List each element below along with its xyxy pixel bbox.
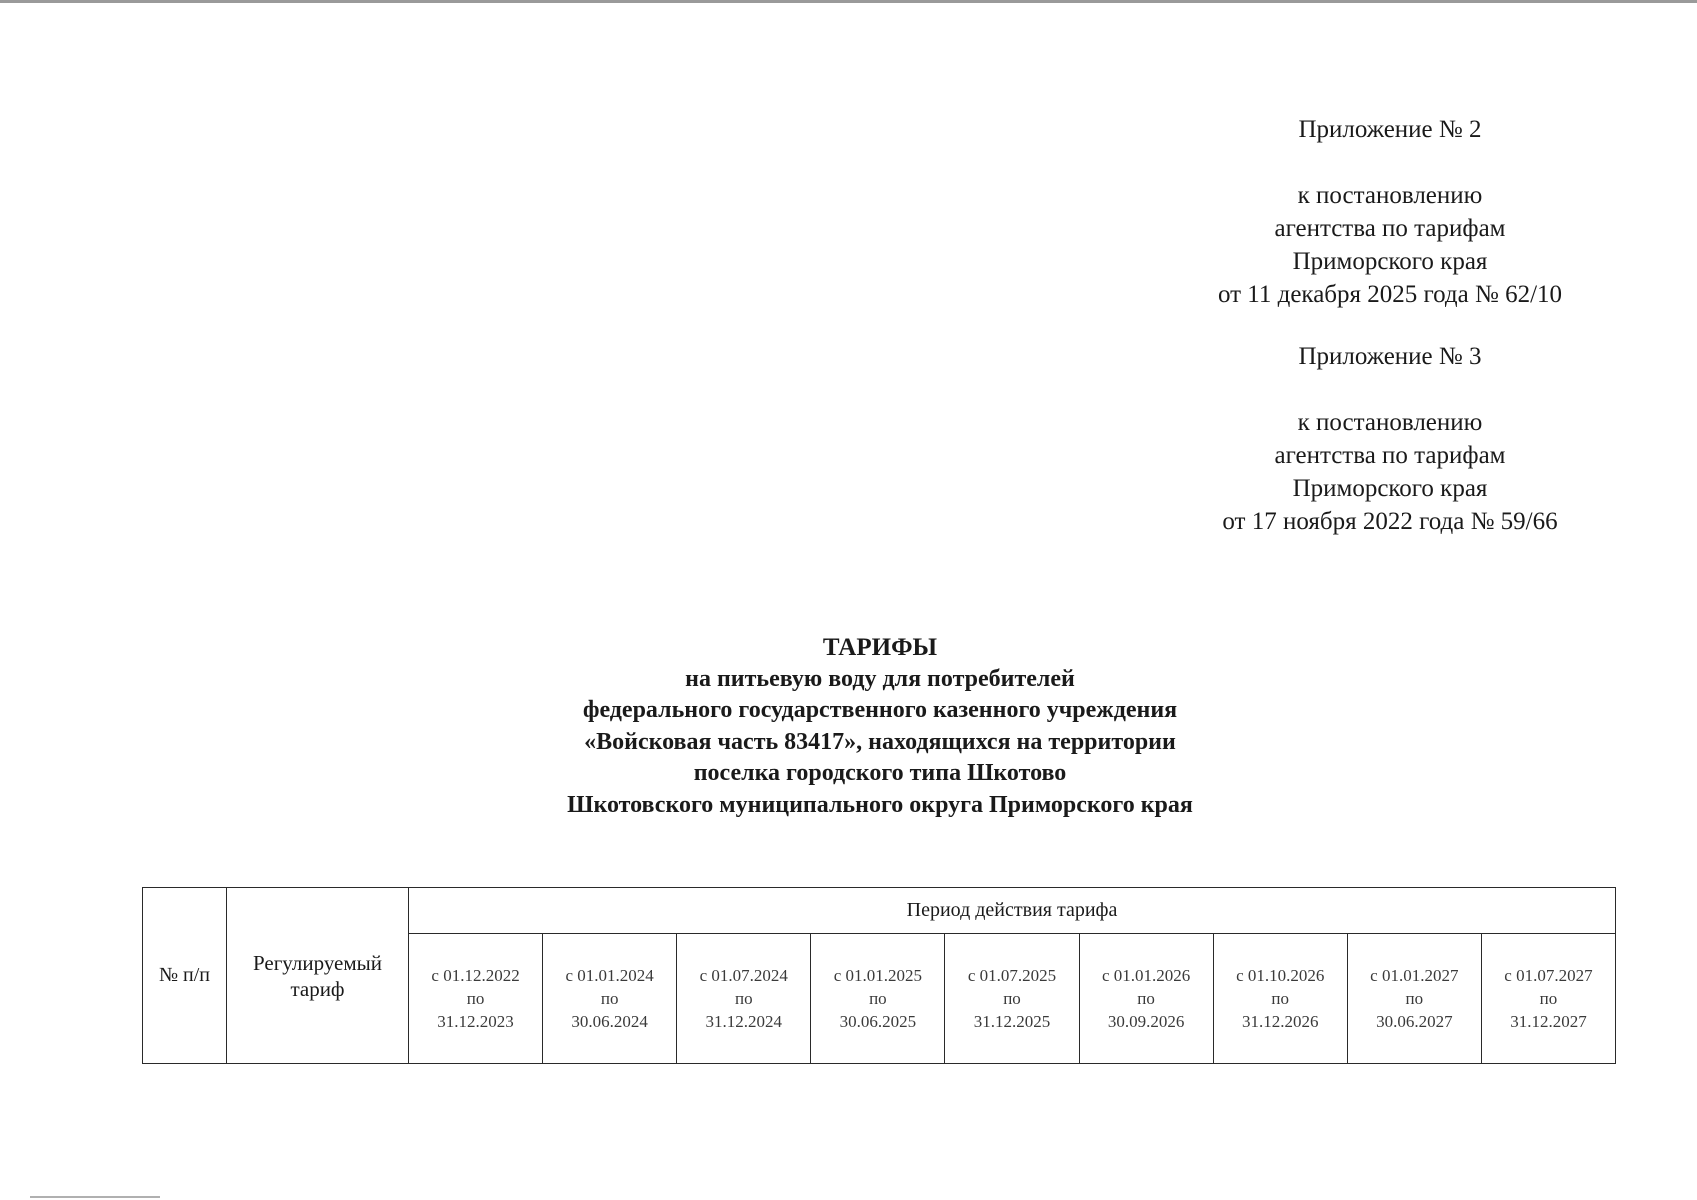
appendix-3-line: агентства по тарифам — [1274, 442, 1506, 469]
period-to: 31.12.2026 — [1241, 1012, 1319, 1031]
appendix-2-line: от 11 декабря 2025 года № 62/10 — [1217, 281, 1563, 308]
period-cell — [1347, 934, 1481, 1064]
period-from: с 01.07.2027 — [1504, 966, 1593, 985]
appendix-2-line: Приморского края — [1292, 248, 1488, 275]
appendix-3-block — [1180, 340, 1600, 538]
period-to: 30.06.2027 — [1376, 1012, 1453, 1031]
period-to: 31.12.2025 — [973, 1012, 1051, 1031]
period-by: по — [1003, 989, 1021, 1008]
period-from: с 01.07.2024 — [699, 966, 788, 985]
heading-line: на питьевую воду для потребителей — [685, 665, 1075, 692]
period-from: с 01.01.2026 — [1101, 966, 1191, 985]
document-heading — [360, 632, 1400, 821]
period-by: по — [466, 989, 485, 1008]
period-from: с 01.01.2027 — [1370, 966, 1459, 985]
appendix-3-line: Приморского края — [1292, 475, 1488, 502]
scan-bottom-mark — [30, 1196, 160, 1198]
period-to: 30.09.2026 — [1107, 1012, 1185, 1031]
period-cell — [409, 934, 543, 1064]
heading-line: Шкотовского муниципального округа Приморского края — [567, 791, 1193, 818]
period-cell — [543, 934, 677, 1064]
period-to: 30.06.2025 — [839, 1012, 917, 1031]
appendix-2-line: к постановлению — [1297, 182, 1483, 209]
period-cell — [811, 934, 945, 1064]
col-header-period: Период действия тарифа — [409, 888, 1616, 934]
col-header-number: № п/п — [143, 888, 227, 1064]
spacer — [1180, 146, 1600, 179]
scan-top-edge — [0, 0, 1697, 3]
period-cell — [945, 934, 1079, 1064]
period-by: по — [1539, 989, 1558, 1008]
heading-line: «Войсковая часть 83417», находящихся на территории — [584, 728, 1176, 755]
appendix-2-title: Приложение № 2 — [1298, 116, 1482, 143]
period-from: с 01.07.2025 — [967, 966, 1057, 985]
period-by: по — [600, 989, 619, 1008]
document-title: ТАРИФЫ — [822, 634, 938, 661]
period-by: по — [1405, 989, 1424, 1008]
heading-line: федерального государственного казенного учреждения — [582, 697, 1178, 723]
period-by: по — [1137, 989, 1155, 1008]
appendix-2-block — [1180, 113, 1600, 311]
appendix-3-title: Приложение № 3 — [1298, 343, 1482, 370]
table-header-row — [143, 888, 1616, 934]
period-from: с 01.12.2022 — [431, 966, 520, 985]
period-to: 31.12.2027 — [1510, 1012, 1587, 1031]
spacer — [1180, 373, 1600, 406]
period-from: с 01.01.2025 — [833, 966, 923, 985]
period-cell — [1481, 934, 1615, 1064]
col-header-tariff: Регулируемый тариф — [227, 888, 409, 1064]
period-by: по — [734, 989, 753, 1008]
appendix-3-line: от 17 ноября 2022 года № 59/66 — [1222, 508, 1558, 535]
period-to: 30.06.2024 — [571, 1012, 648, 1031]
period-to: 31.12.2024 — [705, 1012, 783, 1031]
appendix-3-line: к постановлению — [1297, 409, 1483, 436]
period-by: по — [1271, 989, 1290, 1008]
heading-line: поселка городского типа Шкотово — [693, 760, 1067, 786]
tariff-table — [142, 887, 1616, 1064]
period-cell — [1213, 934, 1347, 1064]
period-cell — [1079, 934, 1213, 1064]
period-by: по — [869, 989, 887, 1008]
period-from: с 01.01.2024 — [565, 966, 654, 985]
period-to: 31.12.2023 — [437, 1012, 514, 1031]
period-from: с 01.10.2026 — [1236, 966, 1325, 985]
period-cell — [677, 934, 811, 1064]
appendix-2-line: агентства по тарифам — [1274, 215, 1506, 242]
